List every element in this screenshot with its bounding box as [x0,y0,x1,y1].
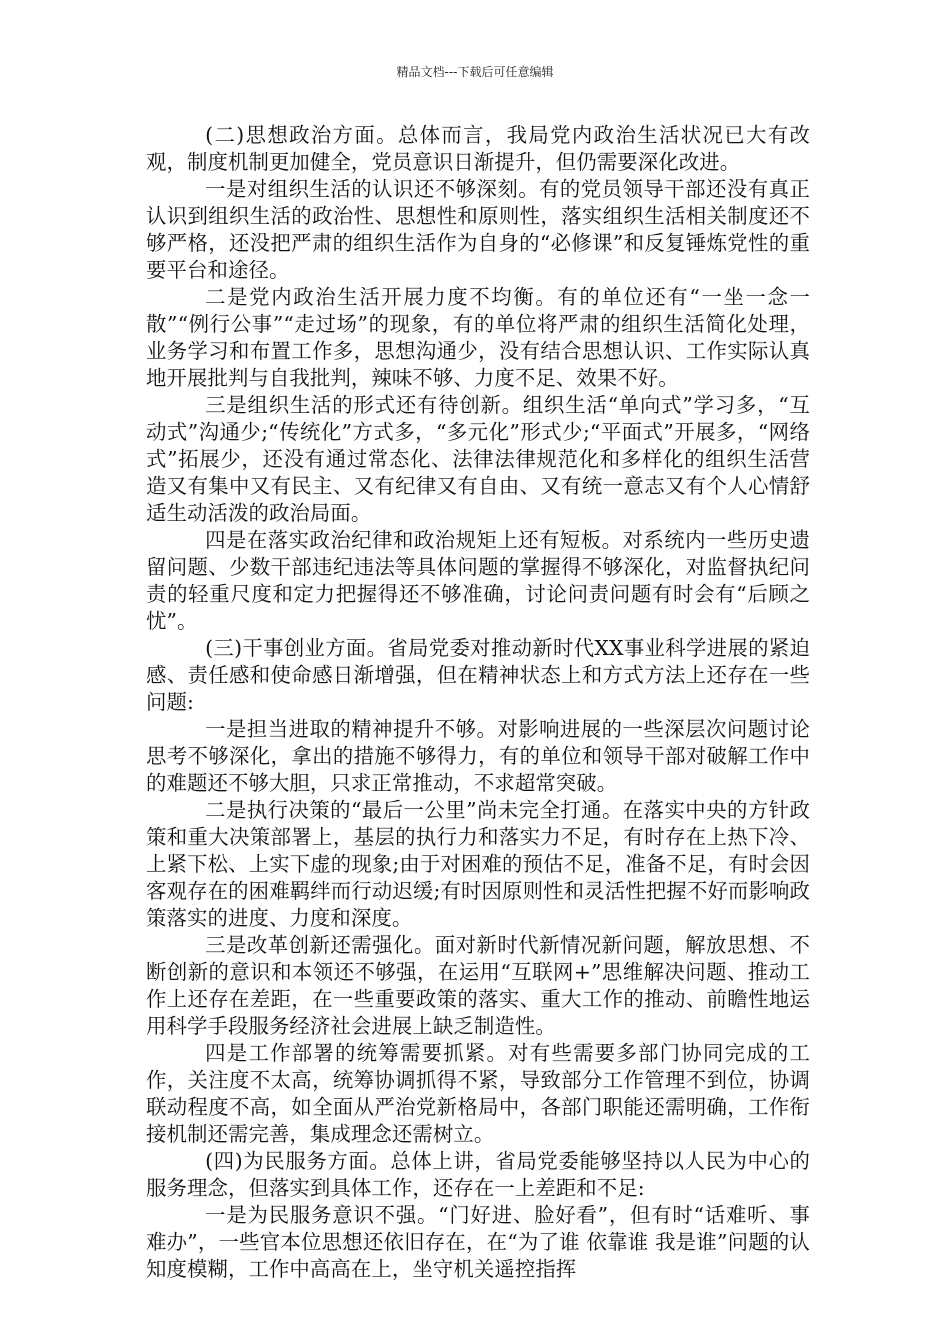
section-3-heading-paragraph: (三)干事创业方面。省局党委对推动新时代XX事业科学进展的紧迫感、责任感和使命感日渐增强，但在精神状态上和方式方法上还存在一些问题: [146,636,810,714]
section-2-heading-paragraph: (二)思想政治方面。总体而言，我局党内政治生活状况已大有改观，制度机制更加健全，党员意识日渐提升，但仍需要深化改进。 [146,123,810,174]
paragraph-item: 二是党内政治生活开展力度不均衡。有的单位还有“一坐一念一散”“例行公事”“走过场”的现象，有的单位将严肃的组织生活简化处理，业务学习和布置工作多，思想沟通少，没有结合思想认识、工作实际认真地开展批判与自我批判，辣味不够、力度不足、效果不好。 [146,285,810,390]
paragraph-item: 四是在落实政治纪律和政治规矩上还有短板。对系统内一些历史遗留问题、少数干部违纪违法等具体问题的掌握得不够深化，对监督执纪问责的轻重尺度和定力把握得还不够准确，讨论问责问题有时会有“后顾之忧”。 [146,528,810,633]
paragraph-item: 三是组织生活的形式还有待创新。组织生活“单向式”学习多，“互动式”沟通少;“传统化”方式多，“多元化”形式少;“平面式”开展多，“网络式”拓展少，还没有通过常态化、法律法律规范化和多样化的组织生活营造又有集中又有民主、又有纪律又有自由、又有统一意志又有个人心情舒适生动活泼的政治局面。 [146,393,810,525]
paragraph-item: 二是执行决策的“最后一公里”尚未完全打通。在落实中央的方针政策和重大决策部署上，基层的执行力和落实力不足，有时存在上热下冷、上紧下松、上实下虚的现象;由于对困难的预估不足，准备不足，有时会因客观存在的困难羁绊而行动迟缓;有时因原则性和灵活性把握不好而影响政策落实的进度、力度和深度。 [146,798,810,930]
paragraph-item: 一是对组织生活的认识还不够深刻。有的党员领导干部还没有真正认识到组织生活的政治性、思想性和原则性，落实组织生活相关制度还不够严格，还没把严肃的组织生活作为自身的“必修课”和反复锤炼党性的重要平台和途径。 [146,177,810,282]
paragraph-item: 一是担当进取的精神提升不够。对影响进展的一些深层次问题讨论思考不够深化，拿出的措施不够得力，有的单位和领导干部对破解工作中的难题还不够大胆，只求正常推动，不求超常突破。 [146,717,810,795]
paragraph-item: 四是工作部署的统筹需要抓紧。对有些需要多部门协同完成的工作，关注度不太高，统筹协调抓得不紧，导致部分工作管理不到位，协调联动程度不高，如全面从严治党新格局中，各部门职能还需明确，工作衔接机制还需完善，集成理念还需树立。 [146,1041,810,1146]
page-header: 精品文档---下载后可任意编辑 [396,65,554,79]
section-4-heading-paragraph: (四)为民服务方面。总体上讲，省局党委能够坚持以人民为中心的服务理念，但落实到具体工作，还存在一上差距和不足: [146,1149,810,1200]
paragraph-item: 一是为民服务意识不强。“门好进、脸好看”，但有时“话难听、事难办”，一些官本位思想还依旧存在，在“为了谁 依靠谁 我是谁”问题的认知度模糊，工作中高高在上，坐守机关遥控指挥 [146,1203,810,1281]
paragraph-item: 三是改革创新还需强化。面对新时代新情况新问题，解放思想、不断创新的意识和本领还不够强，在运用“互联网+”思维解决问题、推动工作上还存在差距，在一些重要政策的落实、重大工作的推动、前瞻性地运用科学手段服务经济社会进展上缺乏制造性。 [146,933,810,1038]
document-body [146,122,810,1283]
